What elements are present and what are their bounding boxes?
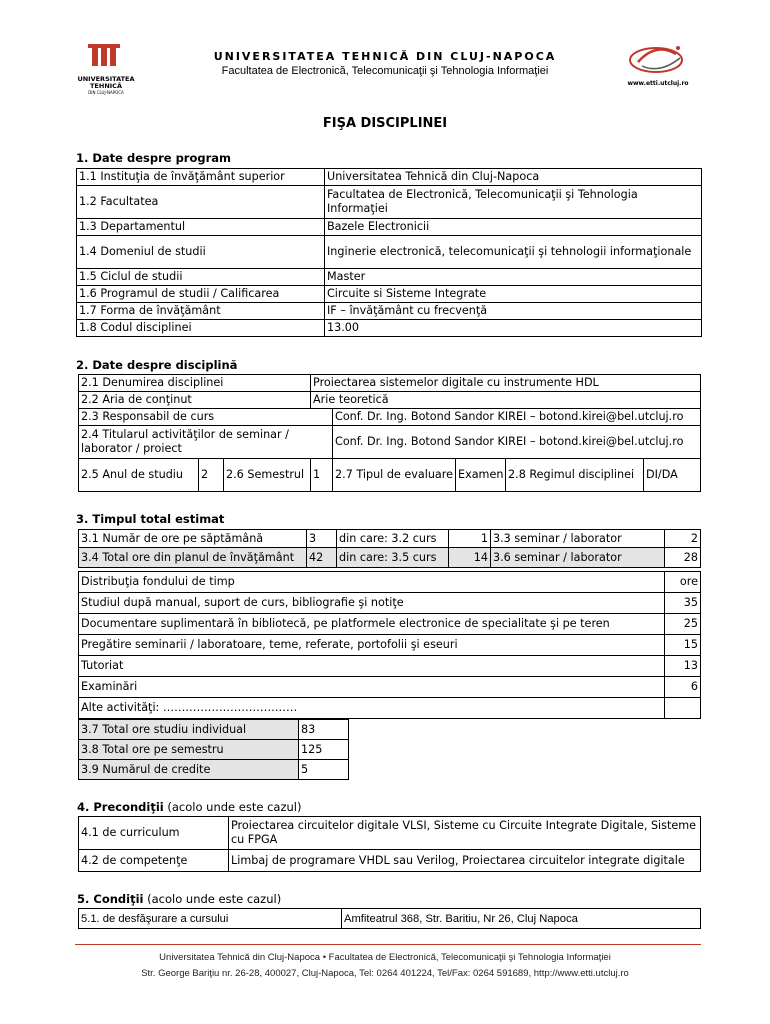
university-name: UNIVERSITATEA TEHNICĂ DIN CLUJ-NAPOCA bbox=[213, 50, 557, 63]
table-row bbox=[79, 375, 701, 392]
cell-value: Arie teoretică bbox=[311, 392, 701, 409]
cell-value: DI/DA bbox=[644, 459, 701, 492]
cell-value: Amfiteatrul 368, Str. Baritiu, Nr 26, Cluj Napoca bbox=[342, 909, 701, 929]
cell-value: ore bbox=[665, 572, 701, 593]
cell-value: Limbaj de programare VHDL sau Verilog, Proiectarea circuitelor integrate digitale bbox=[229, 850, 701, 872]
cell-value: 14 bbox=[449, 548, 491, 568]
table-row bbox=[79, 459, 701, 492]
cell-key: 1.5 Ciclul de studii bbox=[77, 269, 325, 286]
cell-value: 5 bbox=[299, 760, 349, 780]
cell-key: Examinări bbox=[79, 677, 665, 698]
cell-key: 1.3 Departamentul bbox=[77, 219, 325, 236]
cell-value: 83 bbox=[299, 720, 349, 740]
discipline-table bbox=[78, 374, 701, 492]
table-row bbox=[79, 614, 701, 635]
table-row bbox=[79, 572, 701, 593]
table-row bbox=[79, 530, 701, 548]
cell-value: 1 bbox=[449, 530, 491, 548]
cell-value: 125 bbox=[299, 740, 349, 760]
cell-value: Facultatea de Electronică, Telecomunicaţii şi Tehnologia Informaţiei bbox=[325, 186, 702, 219]
table-row bbox=[79, 426, 701, 459]
document-title: FIŞA DISCIPLINEI bbox=[322, 116, 448, 131]
footer-divider bbox=[75, 944, 701, 945]
table-row bbox=[79, 698, 701, 719]
table-row bbox=[77, 186, 702, 219]
cell-key: 1.4 Domeniul de studii bbox=[77, 236, 325, 269]
table-row bbox=[79, 593, 701, 614]
cell-key: 1.1 Instituţia de învăţământ superior bbox=[77, 169, 325, 186]
cell-value: 6 bbox=[665, 677, 701, 698]
cell-key: 2.7 Tipul de evaluare bbox=[333, 459, 456, 492]
table-row bbox=[79, 548, 701, 568]
time-table bbox=[78, 529, 701, 568]
logo-text-2: TEHNICĂ bbox=[90, 82, 122, 90]
cell-value: 35 bbox=[665, 593, 701, 614]
cell-value: 13 bbox=[665, 656, 701, 677]
section-4-title-rest: (acolo unde este cazul) bbox=[163, 800, 302, 814]
table-row bbox=[77, 303, 702, 320]
cell-key: 2.8 Regimul disciplinei bbox=[506, 459, 644, 492]
table-row bbox=[79, 656, 701, 677]
table-row bbox=[79, 850, 701, 872]
table-row bbox=[77, 219, 702, 236]
cell-key: 1.7 Forma de învăţământ bbox=[77, 303, 325, 320]
cell-value: 15 bbox=[665, 635, 701, 656]
footer-line-2: Str. George Bariţiu nr. 26-28, 400027, Cluj-Napoca, Tel: 0264 401224, Tel/Fax: 0264 591689, http://www.etti.utcluj.ro bbox=[141, 968, 629, 979]
cell-key: 2.6 Semestrul bbox=[224, 459, 311, 492]
cell-value: Conf. Dr. Ing. Botond Sandor KIREI – botond.kirei@bel.utcluj.ro bbox=[333, 409, 701, 426]
cell-key: 3.4 Total ore din planul de învăţământ bbox=[79, 548, 307, 568]
cell-key: Pregătire seminarii / laboratoare, teme, referate, portofolii şi eseuri bbox=[79, 635, 665, 656]
cell-key: din care: 3.5 curs bbox=[337, 548, 449, 568]
cell-key: 1.2 Facultatea bbox=[77, 186, 325, 219]
table-row bbox=[79, 720, 349, 740]
table-row bbox=[79, 409, 701, 426]
cell-value: 2 bbox=[665, 530, 701, 548]
cell-key: din care: 3.2 curs bbox=[337, 530, 449, 548]
cell-value: 25 bbox=[665, 614, 701, 635]
section-4-title-bold: 4. Precondiţii bbox=[77, 800, 164, 814]
table-row bbox=[77, 320, 702, 337]
section-4-title bbox=[77, 800, 301, 814]
cell-value: 13.00 bbox=[325, 320, 702, 337]
cell-key: Distribuţia fondului de timp bbox=[79, 572, 665, 593]
conditions-table bbox=[78, 908, 701, 929]
program-table bbox=[76, 168, 702, 337]
cell-key: 1.6 Programul de studii / Calificarea bbox=[77, 286, 325, 303]
section-1-title: 1. Date despre program bbox=[76, 151, 232, 165]
table-row bbox=[79, 635, 701, 656]
table-row bbox=[77, 236, 702, 269]
section-3-title: 3. Timpul total estimat bbox=[76, 512, 225, 526]
table-row bbox=[77, 169, 702, 186]
table-row bbox=[79, 909, 701, 929]
cell-value: 28 bbox=[665, 548, 701, 568]
cell-key: 2.4 Titularul activităţilor de seminar / laborator / proiect bbox=[79, 426, 333, 459]
cell-value: Bazele Electronicii bbox=[325, 219, 702, 236]
logo-text-1: UNIVERSITATEA bbox=[77, 75, 135, 83]
table-row bbox=[79, 392, 701, 409]
cell-key: Documentare suplimentară în bibliotecă, pe platformele electronice de specialitate şi pe teren bbox=[79, 614, 665, 635]
table-row bbox=[79, 740, 349, 760]
section-2-title: 2. Date despre disciplină bbox=[76, 358, 238, 372]
section-5-title-rest: (acolo unde este cazul) bbox=[143, 892, 282, 906]
footer-line-1: Universitatea Tehnică din Cluj-Napoca • Facultatea de Electronică, Telecomunicaţii şi Tehnologia Informaţiei bbox=[159, 952, 611, 963]
cell-value: Proiectarea sistemelor digitale cu instrumente HDL bbox=[311, 375, 701, 392]
cell-key: 5.1. de desfăşurare a cursului bbox=[79, 909, 342, 929]
faculty-url: www.etti.utcluj.ro bbox=[627, 80, 689, 87]
faculty-logo bbox=[622, 40, 694, 90]
time-distribution-table bbox=[78, 571, 701, 719]
cell-key: 2.2 Aria de conţinut bbox=[79, 392, 311, 409]
cell-value: Examen bbox=[456, 459, 506, 492]
cell-key: 4.2 de competenţe bbox=[79, 850, 229, 872]
cell-value: Inginerie electronică, telecomunicaţii şi tehnologii informaţionale bbox=[325, 236, 702, 269]
section-5-title bbox=[77, 892, 281, 906]
preconditions-table bbox=[78, 816, 701, 872]
table-row bbox=[79, 760, 349, 780]
section-5-title-bold: 5. Condiţii bbox=[77, 892, 144, 906]
table-row bbox=[77, 269, 702, 286]
cell-key: 3.3 seminar / laborator bbox=[491, 530, 665, 548]
cell-key: Studiul după manual, suport de curs, bibliografie şi notiţe bbox=[79, 593, 665, 614]
cell-value: 2 bbox=[199, 459, 224, 492]
cell-key: 3.9 Numărul de credite bbox=[79, 760, 299, 780]
logo-text-3: DIN CLUJ-NAPOCA bbox=[88, 90, 124, 95]
cell-value: Conf. Dr. Ing. Botond Sandor KIREI – botond.kirei@bel.utcluj.ro bbox=[333, 426, 701, 459]
cell-value: 3 bbox=[307, 530, 337, 548]
cell-key: 2.1 Denumirea disciplinei bbox=[79, 375, 311, 392]
cell-value: Master bbox=[325, 269, 702, 286]
cell-value: 1 bbox=[311, 459, 333, 492]
cell-key: 4.1 de curriculum bbox=[79, 817, 229, 850]
cell-value: Proiectarea circuitelor digitale VLSI, Sisteme cu Circuite Integrate Digitale, Sisteme cu FPGA bbox=[229, 817, 701, 850]
cell-value bbox=[665, 698, 701, 719]
cell-key: Alte activităţi: ……………………………… bbox=[79, 698, 665, 719]
cell-value: Circuite si Sisteme Integrate bbox=[325, 286, 702, 303]
cell-key: 3.8 Total ore pe semestru bbox=[79, 740, 299, 760]
totals-table bbox=[78, 719, 349, 780]
table-row bbox=[79, 817, 701, 850]
cell-key: 2.3 Responsabil de curs bbox=[79, 409, 333, 426]
cell-key: 3.6 seminar / laborator bbox=[491, 548, 665, 568]
cell-key: 1.8 Codul disciplinei bbox=[77, 320, 325, 337]
cell-value: IF – învăţământ cu frecvenţă bbox=[325, 303, 702, 320]
table-row bbox=[77, 286, 702, 303]
cell-key: 2.5 Anul de studiu bbox=[79, 459, 199, 492]
cell-value: 42 bbox=[307, 548, 337, 568]
table-row bbox=[79, 677, 701, 698]
cell-value: Universitatea Tehnică din Cluj-Napoca bbox=[325, 169, 702, 186]
cell-key: 3.1 Număr de ore pe săptămână bbox=[79, 530, 307, 548]
cell-key: Tutoriat bbox=[79, 656, 665, 677]
faculty-name: Facultatea de Electronică, Telecomunicaţii şi Tehnologia Informaţiei bbox=[221, 65, 549, 77]
cell-key: 3.7 Total ore studiu individual bbox=[79, 720, 299, 740]
etti-logo-icon bbox=[622, 40, 694, 76]
